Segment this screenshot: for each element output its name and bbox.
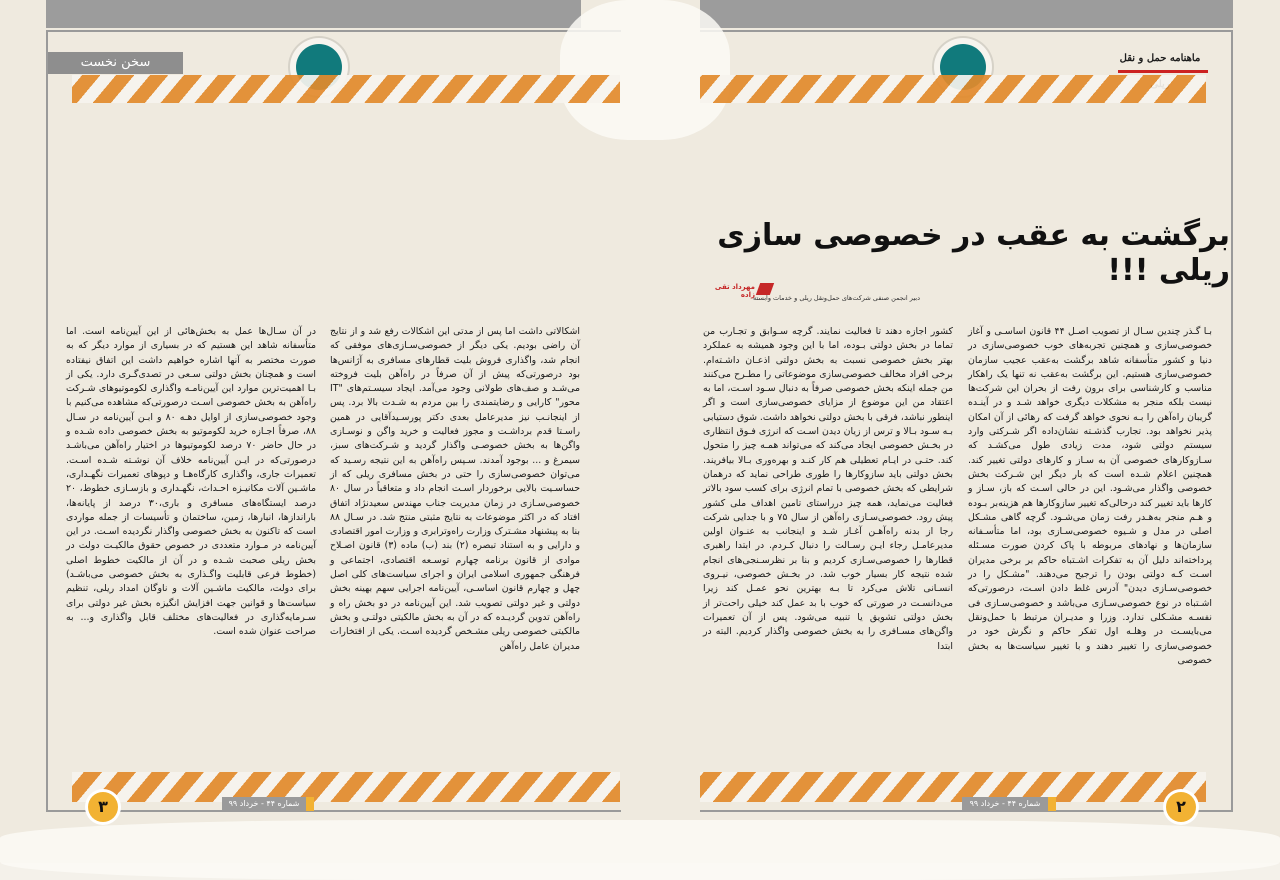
article-column-4 — [66, 325, 316, 640]
article-title: برگشت به عقب در خصوصی سازی ریلی !!! — [717, 218, 1230, 288]
hazard-stripe-top-left — [72, 75, 620, 103]
hazard-stripe-top-right — [700, 75, 1206, 103]
column-text: اشکالاتی داشت اما پس از مدتی این اشکالات رفع شد و از نتایج آن راضی بودیم. یکی دیگر از خصوصی‌سـازی‌های موفقی که انجام شد، واگذاری فروش بلیت قطارهای مسافری به آژانس‌ها بود درصورتی‌که پیش از آن صرفاً در راه‌آهن بلیت فروخته می‌شـد و صف‌های طولانی وجود می‌آمد. ایجاد سیسـتم‌های "IT محور" کارایی و رضایتمندی را بین مردم به شـدت بالا برد. پس از اینجانـب نیز مدیرعامل بعدی دکتر پورسـیدآقایی در همین راسـتا قدم برداشـت و مجوز فعالیت و خرید واگن و نوسـازی واگن‌ها به بخش خصوصـی واگذار گردید و شـرکت‌های سبز، سیمرغ و ... بوجود آمدند. سـپس راه‌آهن به این نتیجه رسـید که می‌توان خصوصی‌سازی را حتی در بخش مسافری ریلی که از حساسـیت بالایی برخوردار اسـت انجام داد و متعاقباً در سال ۸۰ خصوصی‌سـازی در زمان مدیریت جناب مهندس سعیدنژاد اتفاق افتاد که در اکثر موضوعات به نتایج مثبتی منتج شد. در سـال ۸۸ بنا به پیشنهاد مشـترک وزارت راه‌وترابری و وزارت امور اقتصادی و دارایی و به استناد تبصره (۲) بند (ب) ماده (۳) قانون اصـلاح موادی از قانون برنامه چهارم توسـعه اقتصادی، اجتماعی و فرهنگی جمهوری اسلامی ایران و اجرای سیاست‌های کلی اصل چهل و چهارم قانون اساسـی، آیین‌نامه اجرایی سهم بهینه بخش دولتی و غیر دولتی تصویب شد. این آیین‌نامه در دو بخش راه و راه‌آهن تدوین گردیـده که در آن به بخش مالکیتی دولتـی و بخش مالکیتی خصوصی ریلی مشـخص گردیده اسـت. یکی از افتخارات مدیران عامل راه‌آهن — [330, 326, 580, 652]
left-top-bar — [46, 0, 581, 28]
paper-texture — [560, 0, 730, 140]
magazine-logo: ماهنامه حمل و نقل — [1119, 53, 1201, 64]
article-column-1 — [968, 325, 1212, 668]
page-number-left: ۳ — [88, 792, 118, 822]
logo-underline — [1118, 70, 1208, 73]
article-column-3 — [330, 325, 580, 654]
column-text: در آن سـال‌ها عمل به بخش‌هائی از این آیین‌نامه است. اما متأسفانه شاهد این هستیم که در بسیاری از موارد دیگر که به صورت مختصر به آنها اشاره خواهیم داشت این اتفاق نیفتاده است و همچنان بخش دولتی سـعی در تصدی‌گـری دارد. یکی از بـا اهمیت‌ترین موارد این آیین‌نامـه واگذاری لکوموتیوهای شـرکت راه‌آهن به بخش خصوصی اسـت درصورتی‌که مشاهده می‌کنیم با وجود خصوصی‌سازی از اوایل دهـه ۸۰ و ابـن آیین‌نامه در سـال ۸۸، صرفاً اجـازه خرید لکوموتیو به بخش خصوصی داده شـده و در حال حاضر ۷۰ درصد لکوموتیوها در اختیار راه‌آهن می‌باشـد درصورتی‌که در ایـن آیین‌نامه خلاف آن نوشـته شـده اسـت. تعمیرات جاری، واگذاری کارگاه‌هـا و دپوهای تعمیرات نگهـداری، ماشـین آلات مکانیـزه احـداث، نگهـداری و بازسـازی خطوط، ۲۰ درصد ایستگاه‌های مسافری و باری،۳۰ درصد از پایانه‌ها، بارانداز‌ها، انبارها، زمین، ساختمان و تأسیسات از جمله مواردی است که تاکنون به بخش خصوصی واگذار نگردیده اسـت. در این آیین‌نامه در مـوارد متعددی در خصوص حقوق مالکیـت دولت در بخش ریلی صحبت شـده و در آن از مالکیت خطوط اصلی (خطوط فرعی قابلیت واگـذاری به بخش خصوصی می‌باشـد) برای دولت، مالکیت ماشـین آلات و ناوگان امداد ریلی، تنظیم سیاست‌ها و قوانین جهت افزایش انگیزه بخش غیر دولتی برای سـرمایه‌گذاری در فعالیت‌های مختلف قابل واگذاری و... به صراحت عنوان شده است. — [66, 326, 317, 638]
paper-texture — [0, 820, 1280, 880]
footer-accent-left — [306, 797, 314, 811]
hazard-stripe-bottom-right — [700, 772, 1206, 802]
author-role: دبیر انجمن صنفی شرکت‌های حمل‌ونقل ریلی و خدمات وابسته — [752, 294, 920, 302]
column-text: بـا گـذر چندین سـال از تصویب اصـل ۴۴ قانون اساسـی و آغاز خصوصی‌سازی و همچنین تجربه‌های خوب خصوصی‌سازی در دنیا و کشور متأسفانه شاهد برگشت به‌عقب عجیب سازمان خصوصی‌سازی هستیم. این برگشت به‌عقب نه تنها یک راهکار مناسب و کارشناسی برای برون رفت از بحران این شرکت‌ها نیست بلکه منجر به مشکلات دیگری خواهد شـد و در آینـده گریبان راه‌آهن را بـه نحوی خواهد گرفت که رهائی از آن امکان پذیر نخواهد بود. تجارب گذشـته نشان‌داده اگر شـرکتی وارد سیستم دولتی شود، مدت زیادی طول می‌کشـد که سـازوکارهای خصوصی آن به سـاز و کارهای دولتی تغییر کند. همچنین اعلام شـده است که بار دیگر این شـرکت بخش خصوصی واگذار می‌شـود. این در حالی اسـت که باز، سـاز و کارها باید تغییر کند درحالی‌که تغییر سازوکارها هم هزینه‌بر بـوده و هـم منجر به‌هـدر رفت زمان می‌شـود. گرچه گاهی مشـکل اصلی در مدل و شـیوه خصوصی‌سـازی بود، اما متأسـفانه سازمان‌ها و نهادهای مربوطه با پاک کردن صورت مسـئله پرداخته‌اند دلیل آن به تفکرات اشـتباه حاکم بر برخی مدیران اسـت کـه دولتی بودن را ترجیح می‌دهند. "مشـکل را در خصوصی‌سـازی دیدن" آدرس غلط دادن اسـت، درصورتی‌که اشـتباه در نوع خصوصی‌سـازی می‌باشد و خصوصی‌سـازی فی نفسـه مشـکلی ندارد. وزرا و مدیـران مرتبط با حمل‌ونقل می‌بایسـت در وهلـه اول تفکر حاکم و نگرش خود در خصوصی‌سازی را تغییر دهند و با تغییر سیاست‌ها به بخش خصوصی — [968, 326, 1212, 666]
hazard-stripe-bottom-left — [72, 772, 620, 802]
right-top-bar — [700, 0, 1233, 28]
footer-accent-right — [1048, 797, 1056, 811]
footer-issue-right: شماره ۴۴ - خرداد ۹۹ — [962, 797, 1048, 811]
column-text: کشور اجازه دهند تا فعالیت نمایند. گرچه سـوابق و تجـارب من تماما در بخش دولتی بـوده، اما با این وجود همیشه به عملکرد بهتر بخش خصوصی نسبت به بخش دولتی اذعـان داشـته‌ام. برخی افراد مخالف خصوصی‌سازی موضوعاتی را مطـرح می‌کنند من جمله اینکه بخش خصوصی صرفاً به دنبال سـود اسـت، اما به اعتقاد من این موضوع از مزایای خصوصی‌سازی است و اگر اینطور نباشد، فرقی با بخش دولتی نخواهد داشت. شوق دستیابی بـه سـود بـالا و ترس از زیان دیدن اسـت که انرژی فـوق انتظاری در بخـش خصوصی ایجاد می‌کند که می‌تواند همـه چیز را متحول کند. حتـی در ایـام تعطیلی هم کار کنـد و بهره‌وری بـالا بیافریند. بخش دولتی باید سازوکارها را طوری طراحی نماید که درهمان شرایطی که بخش خصوصی با تمام انرژی برای کسب سود بالاتر فعالیت می‌نماید، همه چیز درراستای تامین اهداف ملی کشور پیش رود. خصوصی‌سـازی راه‌آهن از سال ۷۵ و با جدایی شرکت رجا از بدنه راه‌آهـن آغـاز شـد و اینجانب به عنـوان اولین مدیرعامـل رجاء ایـن رسـالت را دنبال کـردم. در ابتدا راهبری قطارها را خصوصی‌سـازی کردیم و بنا بر نظرسـنجی‌های انجام شده نتیجه کار بسیار خوب شد. در بخـش خصوصی، نیـروی انسـانی تلاش می‌کرد تا بـه بهترین نحو عمـل کند زیرا می‌دانسـت در صورتی که خوب با بد عمل کند خیلی راحت‌تر از بخش دولتی تشویق یا تنبیه می‌شود. پس از آن تعمیرات واگن‌های مسـافری را به بخش خصوصی واگذار کردیم. البته در ابتدا — [703, 326, 954, 652]
section-label: سخن نخست — [48, 52, 183, 74]
author-name: مهرداد تقی زاده — [714, 283, 755, 299]
footer-issue-left: شماره ۴۴ - خرداد ۹۹ — [222, 797, 306, 811]
page-number-right: ۲ — [1166, 792, 1196, 822]
article-column-2 — [703, 325, 953, 654]
